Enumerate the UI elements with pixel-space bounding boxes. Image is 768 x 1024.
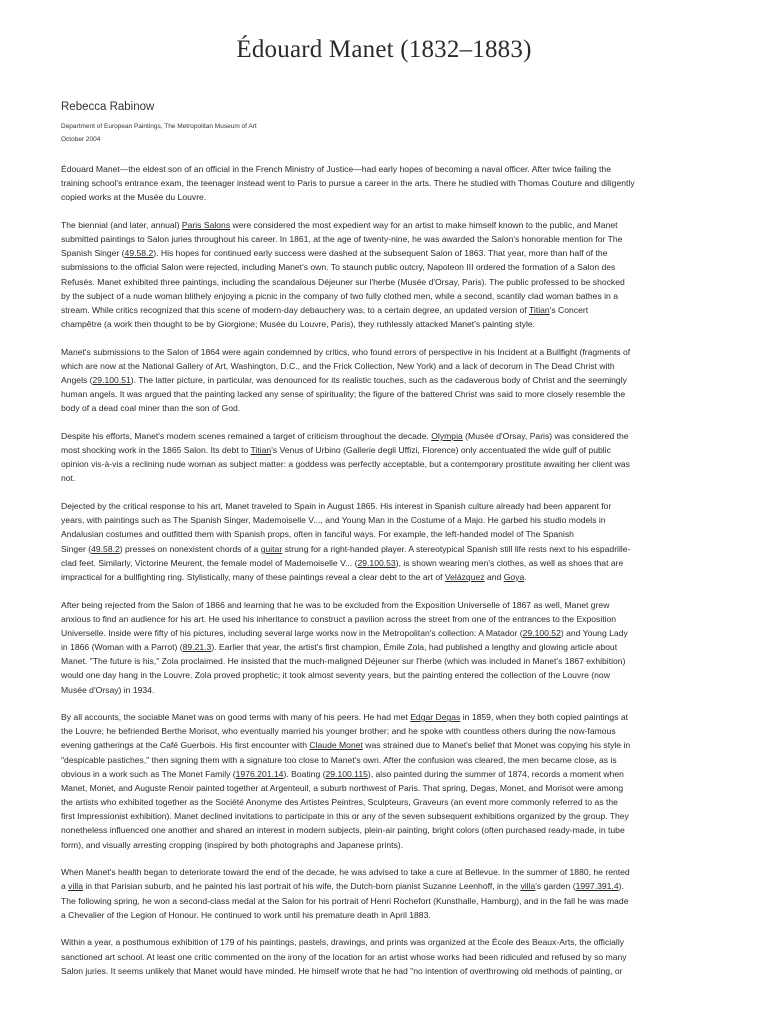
paragraph-line: the artists who exhibited together as the Société Anonyme des Artistes Peintres, Sculpteurs, Graveurs (an event more commonly referred to as the <box>61 797 618 808</box>
essay-paragraph <box>61 935 711 977</box>
author-department: Department of European Paintings, The Metropolitan Museum of Art <box>61 123 257 130</box>
inline-link[interactable]: 49.58.2 <box>124 248 154 259</box>
paragraph-line: opinion vis-à-vis a reclining nude woman as subject matter: a goddess was perfectly acceptable, but a contemporary prostitute awaiting her client was <box>61 459 630 470</box>
paragraph-line: form), and visually arresting cropping (inspired by both photographs and Japanese prints). <box>61 839 404 850</box>
paragraph-line: Manet's submissions to the Salon of 1864 were again condemned by critics, who found errors of perspective in his Incident at a Bullfight (fragments of <box>61 346 631 357</box>
paragraph-line: anxious to find an audience for his art. He used his inheritance to construct a pavilion across the street from one of the entrances to the Exposition <box>61 613 617 624</box>
paragraph-line: clad feet. Similarly, Victorine Meurent, the female model of Mademoiselle V... (29.100.53), is shown wearing men's clothes, as well as shoes that are <box>61 557 624 568</box>
inline-link[interactable]: Titian <box>250 445 272 456</box>
paragraph-line: first Impressionist exhibition). Manet declined invitations to participate in this or any of the seven subsequent exhibitions organized by the group. They <box>61 811 629 822</box>
author-name: Rebecca Rabinow <box>61 101 155 113</box>
paragraph-line: After being rejected from the Salon of 1866 and learning that he was to be excluded from the Exposition Universelle of 1867 as well, Manet grew <box>61 599 610 610</box>
paragraph-line: champêtre (a work then thought to be by Giorgione; Musée du Louvre, Paris), they ruthlessly attacked Manet's painting style. <box>61 319 536 330</box>
paragraph-line: Manet. "The future is his," Zola proclaimed. He insisted that the much-maligned Déjeuner sur l'herbe (which was included in Manet's 1867 exhibition) <box>61 656 626 667</box>
paragraph-line: would one day hang in the Louvre. Zola proved prophetic; it took almost seventy years, but the painting entered the collection of the Louvre (now <box>61 670 610 681</box>
paragraph-line: Singer (49.58.2) presses on nonexistent chords of a guitar strung for a right-handed player. A stereotypical Spanish still life rests next to his espadrille- <box>61 543 631 554</box>
inline-link[interactable]: 1997.391.4 <box>575 881 619 892</box>
paragraph-line: human angels. It was argued that the painting lacked any sense of spirituality; the figure of the battered Christ was said to more closely resemble the <box>61 389 626 400</box>
paragraph-line: which are now at the National Gallery of Art, Washington, D.C., and the Frick Collection, New York) and a lack of decorum in The Dead Christ with <box>61 360 615 371</box>
inline-link[interactable]: Goya <box>503 571 525 582</box>
paragraph-line: the Louvre; he befriended Berthe Morisot, who eventually married his younger brother; and he spoke with countless others during the now-famous <box>61 726 616 737</box>
essay-paragraph <box>61 865 711 922</box>
inline-link[interactable]: 29.100.52 <box>522 627 561 638</box>
paragraph-line: stream. While critics recognized that this scene of modern-day debauchery was, to a certain degree, an updated version of Titian's Concert <box>61 304 589 315</box>
paragraph-line: sanctioned art school. At least one critic commented on the irony of the location for an artist whose works had been ridiculed and refused by so many <box>61 951 627 962</box>
essay-paragraph <box>61 345 711 416</box>
paragraph-line: When Manet's health began to deteriorate toward the end of the decade, he was advised to take a cure at Bellevue. In the summer of 1880, he rented <box>61 867 630 878</box>
paragraph-line: not. <box>61 473 76 484</box>
paragraph-line: by the subject of a nude woman blithely enjoying a picnic in the company of two fully clothed men, while a second, scantily clad woman bathes in a <box>61 290 618 301</box>
paragraph-line: Spanish Singer (49.58.2). His hopes for continued early success were dashed at the subsequent Salon of 1863. That year, more than half of the <box>61 248 608 259</box>
paragraph-line: Universelle. Inside were fifty of his pictures, including several large works now in the Metropolitan's collection: A Matador (29.100.52) and Young Lady <box>61 627 628 638</box>
paragraph-line: Despite his efforts, Manet's modern scenes remained a target of criticism throughout the decade. Olympia (Musée d'Orsay, Paris) was considered the <box>61 431 629 441</box>
page-title: Édouard Manet (1832–1883) <box>236 36 532 63</box>
essay-body <box>61 162 711 991</box>
essay-paragraph <box>61 710 711 852</box>
paragraph-line: a villa in that Parisian suburb, and he painted his last portrait of his wife, the Dutch-born pianist Suzanne Leenhoff, in the villa's garden (1997.391.4). <box>61 881 624 892</box>
paragraph-line: training school's entrance exam, the teenager instead went to Paris to pursue a career in the arts. There he studied with Thomas Couture and diligently <box>61 178 635 189</box>
inline-link[interactable]: Velázquez <box>444 571 485 582</box>
inline-link[interactable]: Edgar Degas <box>410 712 461 723</box>
paragraph-line: The biennial (and later, annual) Paris Salons were considered the most expedient way for an artist to make himself known to the public, and Manet <box>61 219 618 230</box>
paragraph-line: "despicable pastiches," then signing them with a signature too close to Manet's own. After the confusion was cleared, the men became close, as is <box>61 754 617 765</box>
inline-link[interactable]: 29.100.51 <box>92 375 131 386</box>
paragraph-line: evening gatherings at the Café Guerbois. His first encounter with Claude Monet was strained due to Manet's belief that Monet was copying his style in <box>61 740 631 751</box>
paragraph-line: in 1866 (Woman with a Parrot) (89.21.3). Earlier that year, the artist's first champion, Émile Zola, had published a lengthy and glowing article about <box>61 642 618 653</box>
paragraph-line: Refusés. Manet exhibited three paintings, including the scandalous Déjeuner sur l'herbe (Musée d'Orsay, Paris). The public professed to be shocked <box>61 276 625 287</box>
paragraph-line: submitted paintings to Salon juries throughout his career. In 1861, at the age of twenty-nine, he was awarded the Salon's honorable mention for The <box>61 234 623 245</box>
inline-link[interactable]: 29.100.53 <box>357 557 396 568</box>
paragraph-line: obvious in a work such as The Monet Family (1976.201.14). Boating (29.100.115), also painted during the summer of 1874, records a moment when <box>61 768 624 779</box>
paragraph-line: Salon juries. It seems unlikely that Manet would have minded. He himself wrote that he had "no intention of overthrowing old methods of painting, or <box>61 965 623 976</box>
paragraph-line: Dejected by the critical response to his art, Manet traveled to Spain in August 1865. His interest in Spanish culture already had been apparent for <box>61 501 612 512</box>
paragraph-line: most shocking work in the 1865 Salon. Its debt to Titian's Venus of Urbino (Gallerie degli Uffizi, Florence) only accentuated the wide gulf of public <box>61 445 611 456</box>
essay-paragraph <box>61 218 711 331</box>
paragraph-line: Within a year, a posthumous exhibition of 179 of his paintings, pastels, drawings, and prints was organized at the École des Beaux-Arts, the officially <box>61 937 625 948</box>
paragraph-line: Manet, Monet, and Auguste Renoir painted together at Argenteuil, a suburb northwest of Paris. That spring, Degas, Monet, and Morisot were among <box>61 782 624 793</box>
paragraph-line: Angels (29.100.51). The latter picture, in particular, was denounced for its realistic touches, such as the cadaverous body of Christ and the seemingly <box>61 375 627 386</box>
essay-paragraph <box>61 499 711 584</box>
inline-link[interactable]: Paris Salons <box>181 219 231 230</box>
paragraph-line: Andalusian costumes and outfitted them with Spanish props, often in fanciful ways. For example, the left-handed model of The Spanish <box>61 529 574 540</box>
paragraph-line: Musée d'Orsay) in 1934. <box>61 684 155 695</box>
essay-paragraph <box>61 162 711 204</box>
paragraph-line: By all accounts, the sociable Manet was on good terms with many of his peers. He had met Edgar Degas in 1859, when they both copied paintings at <box>61 712 629 723</box>
inline-link[interactable]: villa <box>68 881 83 892</box>
paragraph-line: Édouard Manet—the eldest son of an official in the French Ministry of Justice—had early hopes of becoming a naval officer. After twice failing the <box>61 164 611 174</box>
paragraph-line: years, with paintings such as The Spanish Singer, Mademoiselle V..., and Young Man in the Costume of a Majo. He garbed his studio models in <box>61 515 606 526</box>
inline-link[interactable]: 29.100.115 <box>325 768 368 779</box>
paragraph-line: The following spring, he won a second-class medal at the Salon for his portrait of Henri Rochefort (Kunsthalle, Hamburg), and in the fall he was made <box>61 895 629 906</box>
paragraph-line: nonetheless influenced one another and shared an interest in modern subjects, plein-air painting, bright colors (often purchased ready-made, in tube <box>61 825 625 836</box>
paragraph-line: a Chevalier of the Legion of Honour. He continued to work until his premature death in April 1883. <box>61 909 431 920</box>
inline-link[interactable]: Claude Monet <box>309 740 363 751</box>
inline-link[interactable]: villa <box>520 881 536 892</box>
inline-link[interactable]: 89.21.3 <box>182 642 212 653</box>
paragraph-line: copied works at the Musée du Louvre. <box>61 192 207 203</box>
inline-link[interactable]: guitar <box>260 543 283 554</box>
essay-paragraph <box>61 598 711 697</box>
publication-date: October 2004 <box>61 136 101 143</box>
inline-link[interactable]: Olympia <box>431 431 463 441</box>
inline-link[interactable]: Titian <box>528 304 550 315</box>
paragraph-line: impractical for a bullfighting ring. Stylistically, many of these paintings reveal a clear debt to the art of Velázquez and Goya. <box>61 571 527 582</box>
paragraph-line: body of a dead coal miner than the son of God. <box>61 403 241 414</box>
inline-link[interactable]: 49.58.2 <box>91 543 120 554</box>
inline-link[interactable]: 1976.201.14 <box>235 768 284 779</box>
essay-paragraph <box>61 429 711 486</box>
paragraph-line: submissions to the official Salon were rejected, including Manet's own. To staunch public outcry, Napoleon III ordered the formation of a Salon des <box>61 262 616 273</box>
